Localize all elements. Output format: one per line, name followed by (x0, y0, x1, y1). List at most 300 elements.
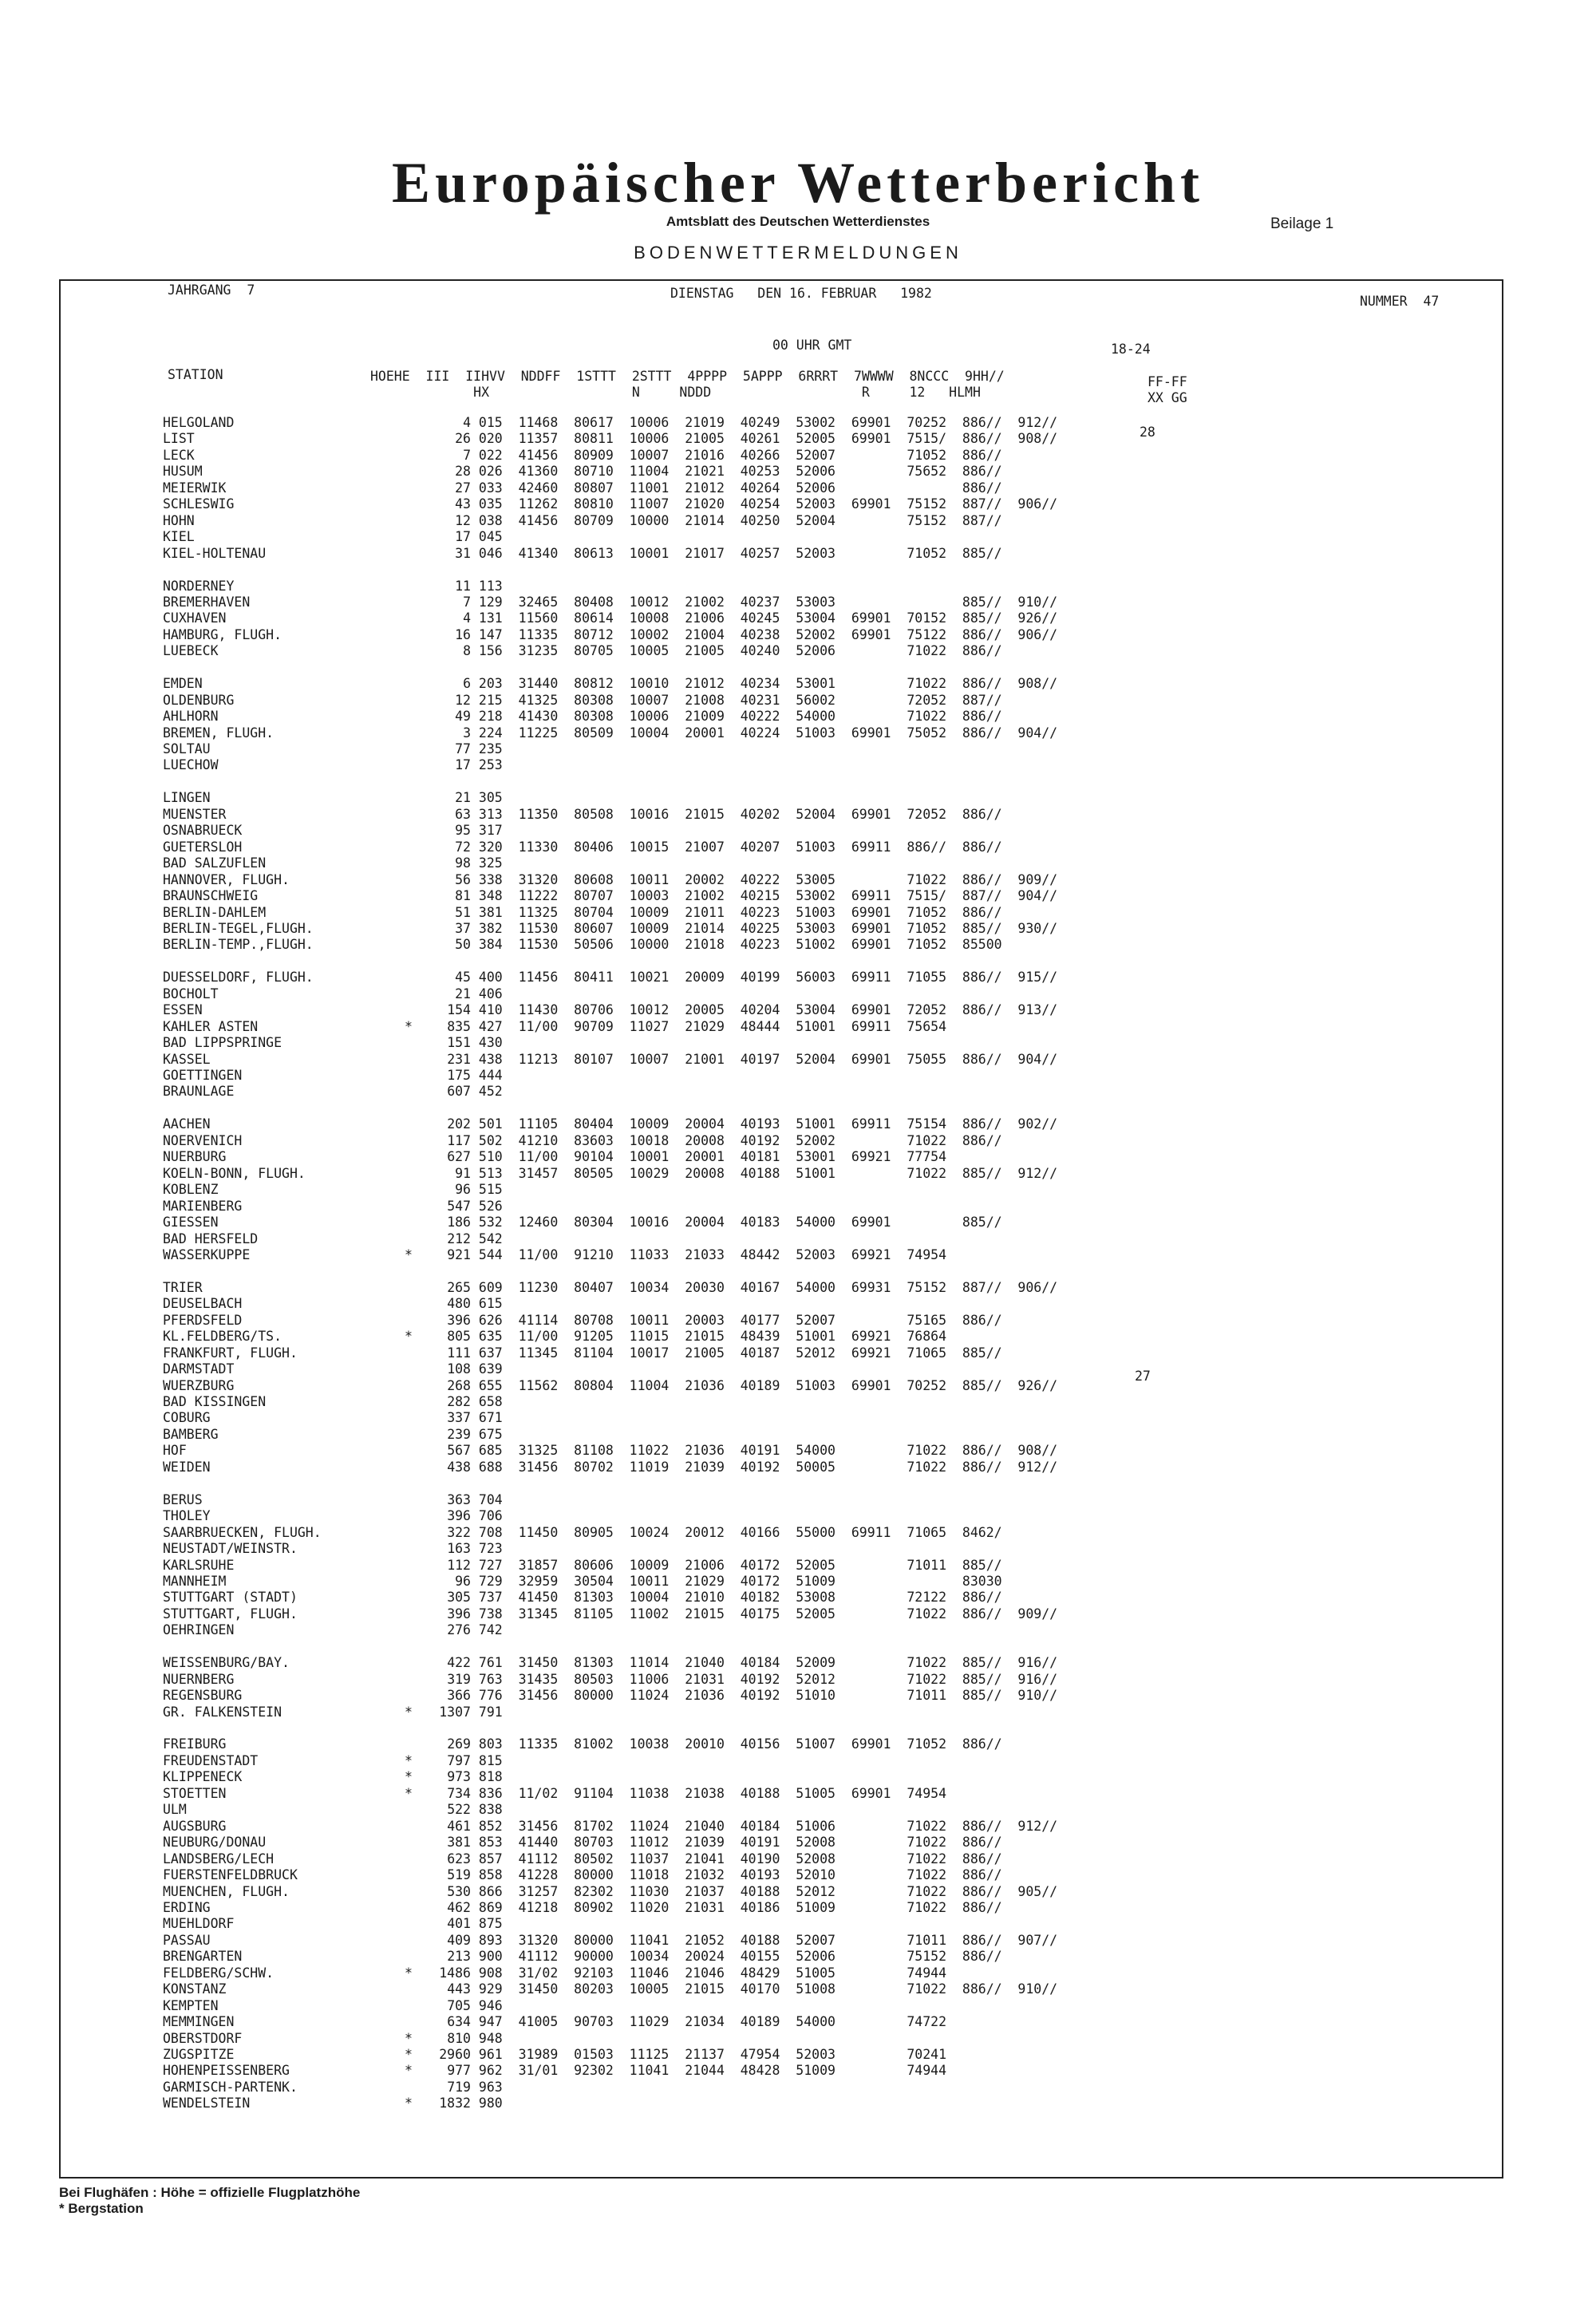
station-name: PASSAU (163, 1932, 211, 1948)
table-row (163, 1525, 1002, 1541)
station-height: 21 (455, 986, 471, 1001)
mountain-marker: * (405, 1769, 413, 1785)
station-height: 8 (463, 643, 471, 659)
station-height: 96 (455, 1182, 471, 1198)
station-height: 797 (447, 1752, 471, 1768)
station-height: 21 (455, 790, 471, 806)
station-height: 98 (455, 855, 471, 871)
station-codes: 544 11/00 91210 11033 21033 48442 52003 69921 74954 (471, 1246, 947, 1262)
table-row (163, 1378, 1057, 1394)
station-name: BAD LIPPSPRINGE (163, 1035, 282, 1051)
station-height: 12 (455, 512, 471, 528)
station-name: EMDEN (163, 676, 203, 692)
station-codes: 852 31456 81702 11024 21040 40184 51006 71022 886// 912// (471, 1818, 1058, 1834)
table-row (163, 1606, 1057, 1622)
station-codes: 675 (471, 1426, 503, 1442)
mountain-marker: * (405, 2096, 413, 2111)
station-codes: 961 31989 01503 11125 21137 47954 52003 70241 (471, 2047, 947, 2062)
station-height: 45 (455, 970, 471, 986)
station-codes: 400 11456 80411 10021 20009 40199 56003 69911 71055 886// 915// (471, 970, 1058, 986)
table-row (163, 496, 1057, 512)
table-row (163, 1639, 471, 1655)
station-codes: 026 41360 80710 11004 21021 40253 52006 75652 886// (471, 464, 1002, 480)
supplement-label: Beilage 1 (1270, 215, 1334, 232)
station-name: KARLSRUHE (163, 1557, 235, 1573)
station-name: BERLIN-TEGEL,FLUGH. (163, 920, 314, 936)
table-row (163, 2096, 503, 2111)
table-row (163, 1133, 1002, 1149)
station-codes: 818 (471, 1769, 503, 1785)
station-height: 17 (455, 757, 471, 773)
station-height: 4 (463, 610, 471, 626)
station-height: 163 (447, 1541, 471, 1557)
table-row (163, 1492, 503, 1508)
station-codes: 803 11335 81002 10038 20010 40156 51007 69901 71052 886// (471, 1736, 1002, 1752)
station-codes: 035 11262 80810 11007 21020 40254 52003 69901 75152 887// 906// (471, 496, 1058, 512)
table-row (163, 937, 1002, 953)
table-row (163, 1313, 1002, 1329)
station-height: 396 (447, 1508, 471, 1524)
station-height: 547 (447, 1198, 471, 1214)
table-row (163, 1835, 1002, 1851)
station-name: OLDENBURG (163, 692, 235, 708)
station-height: 409 (447, 1932, 471, 1948)
station-codes: 320 11330 80406 10015 21007 40207 51003 69911 886// 886// (471, 839, 1002, 855)
station-name: GUETERSLOH (163, 839, 243, 855)
station-name: ULM (163, 1802, 187, 1818)
table-row (163, 970, 1057, 986)
station-codes: 444 (471, 1068, 503, 1083)
station-codes: 866 31257 82302 11030 21037 40188 52012 71022 886// 905// (471, 1883, 1058, 1899)
station-height: 810 (447, 2030, 471, 2046)
station-codes: 131 11560 80614 10008 21006 40245 53004 69901 70152 885// 926// (471, 610, 1058, 626)
station-codes: 836 11/02 91104 11038 21038 40188 51005 69901 74954 (471, 1785, 947, 1801)
station-height: 81 (455, 888, 471, 904)
station-height: 213 (447, 1949, 471, 1965)
page-subtitle: Amtsblatt des Deutschen Wetterdienstes (666, 214, 930, 229)
station-codes: 706 (471, 1508, 503, 1524)
table-row (163, 855, 503, 871)
station-name: LUEBECK (163, 643, 219, 659)
table-row (163, 1345, 1002, 1361)
station-codes: 384 11530 50506 10000 21018 40223 51002 69901 71052 85500 (471, 937, 1002, 953)
table-row (163, 676, 1057, 692)
station-height: 12 (455, 692, 471, 708)
table-row (163, 1753, 503, 1769)
station-codes: 235 (471, 741, 503, 756)
station-name: WUERZBURG (163, 1377, 235, 1393)
station-height: 202 (447, 1116, 471, 1132)
station-codes: 515 (471, 1182, 503, 1198)
column-header-ff: FF-FF (1148, 374, 1187, 389)
station-height: 519 (447, 1867, 471, 1883)
station-name: HOHN (163, 512, 195, 528)
station-codes: 427 11/00 90709 11027 21029 48444 51001 69911 75654 (471, 1018, 947, 1034)
station-name: WASSERKUPPE (163, 1246, 251, 1262)
station-name: KIEL (163, 529, 195, 545)
station-height: 265 (447, 1279, 471, 1295)
station-height: 480 (447, 1296, 471, 1312)
station-name: AUGSBURG (163, 1818, 227, 1834)
station-codes: 033 42460 80807 11001 21012 40264 52006 886// (471, 480, 1002, 496)
table-row (163, 2031, 503, 2047)
time-label: 00 UHR GMT (772, 338, 852, 353)
table-row (163, 1002, 1057, 1018)
station-height: 607 (447, 1084, 471, 1100)
table-row (163, 1410, 503, 1426)
station-codes: 729 32959 30504 10011 21029 40172 51009 83030 (471, 1573, 1002, 1589)
station-height: 117 (447, 1132, 471, 1148)
station-name: KOBLENZ (163, 1182, 219, 1198)
station-height: 530 (447, 1883, 471, 1899)
station-codes: 381 11325 80704 10009 21011 40223 51003 69901 71052 886// (471, 904, 1002, 920)
mountain-marker: * (405, 1246, 413, 1262)
station-codes: 853 41440 80703 11012 21039 40191 52008 71022 886// (471, 1835, 1002, 1851)
station-codes: 947 41005 90703 11029 21034 40189 54000 74722 (471, 2014, 947, 2030)
station-height: 16 (455, 626, 471, 642)
station-name: GR. FALKENSTEIN (163, 1704, 282, 1720)
station-codes: 708 11450 80905 10024 20012 40166 55000 69911 71065 8462/ (471, 1524, 1002, 1540)
station-name: NOERVENICH (163, 1132, 243, 1148)
station-height: 363 (447, 1491, 471, 1507)
station-name: KONSTANZ (163, 1981, 227, 1997)
table-row (163, 1867, 1002, 1883)
table-row (163, 954, 471, 970)
table-row (163, 595, 1057, 610)
table-row (163, 1182, 503, 1198)
table-row (163, 529, 503, 545)
station-height: 17 (455, 529, 471, 545)
table-row (163, 448, 1002, 464)
station-codes: 723 (471, 1541, 503, 1557)
station-codes: 963 (471, 2079, 503, 2095)
table-row (163, 1508, 503, 1524)
station-name: OSNABRUECK (163, 823, 243, 839)
station-height: 7 (463, 594, 471, 610)
station-height: 319 (447, 1671, 471, 1687)
station-codes: 510 11/00 90104 10001 20001 40181 53001 69921 77754 (471, 1149, 947, 1165)
station-name: NUERBURG (163, 1149, 227, 1165)
station-height: 231 (447, 1051, 471, 1067)
year-label: JAHRGANG 7 (168, 282, 255, 298)
station-codes: 147 11335 80712 10002 21004 40238 52002 69901 75122 886// 906// (471, 626, 1058, 642)
station-name: HAMBURG, FLUGH. (163, 626, 282, 642)
station-height: 1832 (439, 2096, 471, 2111)
station-height: 63 (455, 806, 471, 822)
station-name: NEUBURG/DONAU (163, 1835, 267, 1851)
station-name: BREMEN, FLUGH. (163, 725, 275, 741)
table-row (163, 905, 1002, 921)
station-name: GOETTINGEN (163, 1068, 243, 1083)
station-height: 634 (447, 2014, 471, 2030)
table-row (163, 1998, 503, 2014)
station-codes: 838 (471, 1802, 503, 1818)
station-name: BERLIN-TEMP.,FLUGH. (163, 937, 314, 953)
station-name: BREMERHAVEN (163, 594, 251, 610)
station-name: MUEHLDORF (163, 1916, 235, 1932)
station-name: REGENSBURG (163, 1688, 243, 1704)
station-height: 366 (447, 1688, 471, 1704)
station-name: MANNHEIM (163, 1573, 227, 1589)
table-row (163, 1231, 503, 1247)
table-row (163, 757, 503, 773)
station-name: HANNOVER, FLUGH. (163, 871, 290, 887)
station-name: BRAUNSCHWEIG (163, 888, 259, 904)
station-codes: 020 11357 80811 10006 21005 40261 52005 69901 7515/ 886// 908// (471, 431, 1058, 447)
station-name: GIESSEN (163, 1215, 219, 1230)
station-codes: 763 31435 80503 11006 21031 40192 52012 71022 885// 916// (471, 1671, 1058, 1687)
station-codes: 704 (471, 1491, 503, 1507)
station-name: MEMMINGEN (163, 2014, 235, 2030)
station-name: BRENGARTEN (163, 1949, 243, 1965)
station-name: FELDBERG/SCHW. (163, 1965, 275, 1981)
table-row (163, 1900, 1002, 1916)
table-row (163, 1558, 1002, 1574)
station-height: 973 (447, 1769, 471, 1785)
table-row (163, 1329, 946, 1345)
station-codes: 502 41210 83603 10018 20008 40192 52002 71022 886// (471, 1132, 1002, 1148)
station-height: 269 (447, 1736, 471, 1752)
station-name: HOF (163, 1443, 187, 1459)
table-row (163, 2080, 503, 2096)
station-codes: 962 31/01 92302 11041 21044 48428 51009 74944 (471, 2063, 947, 2079)
station-name: BAD SALZUFLEN (163, 855, 267, 871)
table-row (163, 872, 1057, 888)
station-name: TRIER (163, 1279, 203, 1295)
station-height: 7 (463, 447, 471, 463)
station-codes: 655 11562 80804 11004 21036 40189 51003 69901 70252 885// 926// (471, 1377, 1058, 1393)
station-codes: 742 (471, 1622, 503, 1638)
station-codes: 948 (471, 2030, 503, 2046)
mountain-marker: * (405, 2063, 413, 2079)
table-row (163, 431, 1057, 447)
table-row (163, 1280, 1057, 1296)
table-row (163, 1443, 1057, 1459)
station-codes: 688 31456 80702 11019 21039 40192 50005 71022 886// 912// (471, 1459, 1058, 1475)
station-codes: 156 31235 80705 10005 21005 40240 52006 71022 886// (471, 643, 1002, 659)
station-height: 51 (455, 904, 471, 920)
station-codes: 022 41456 80909 10007 21016 40266 52007 71052 886// (471, 447, 1002, 463)
station-height: 31 (455, 545, 471, 561)
station-codes: 791 (471, 1704, 503, 1720)
station-codes: 929 31450 80203 10005 21015 40170 51008 71022 886// 910// (471, 1981, 1058, 1997)
station-codes: 626 41114 80708 10011 20003 40177 52007 75165 886// (471, 1312, 1002, 1328)
station-codes: 639 (471, 1361, 503, 1377)
table-row (163, 1590, 1002, 1606)
station-name: FREUDENSTADT (163, 1752, 259, 1768)
station-name: CUXHAVEN (163, 610, 227, 626)
table-row (163, 1247, 946, 1263)
footnote-mountain: * Bergstation (59, 2201, 144, 2216)
table-row (163, 1084, 503, 1100)
station-name: COBURG (163, 1410, 211, 1426)
station-height: 6 (463, 676, 471, 692)
column-header-codes: HOEHE III IIHVV NDDFF 1STTT 2STTT 4PPPP 5APPP 6RRRT 7WWWW 8NCCC 9HH// (370, 369, 1005, 384)
station-height: 268 (447, 1377, 471, 1393)
table-row (163, 1361, 503, 1377)
station-height: 805 (447, 1329, 471, 1345)
table-row (163, 464, 1002, 480)
station-codes: 438 11213 80107 10007 21001 40197 52004 69901 75055 886// 904// (471, 1051, 1058, 1067)
station-height: 462 (447, 1899, 471, 1915)
station-codes: 858 41228 80000 11018 21032 40193 52010 71022 886// (471, 1867, 1002, 1883)
station-name: HUSUM (163, 464, 203, 480)
station-codes: 046 41340 80613 10001 21017 40257 52003 71052 885// (471, 545, 1002, 561)
table-row (163, 709, 1002, 725)
table-row (163, 1427, 503, 1443)
station-name: MUENSTER (163, 806, 227, 822)
station-height: 422 (447, 1655, 471, 1671)
table-row (163, 1215, 1002, 1230)
station-name: NUERNBERG (163, 1671, 235, 1687)
station-name: BERUS (163, 1491, 203, 1507)
table-row (163, 1068, 503, 1084)
table-row (163, 1769, 503, 1785)
station-height: 567 (447, 1443, 471, 1459)
table-row (163, 1541, 503, 1557)
table-row (163, 1574, 1002, 1590)
station-name: AHLHORN (163, 709, 219, 725)
station-name: WEISSENBURG/BAY. (163, 1655, 290, 1671)
issue-number: NUMMER 47 (1360, 294, 1440, 309)
table-row (163, 1166, 1057, 1182)
station-height: 396 (447, 1606, 471, 1622)
station-codes: 325 (471, 855, 503, 871)
station-codes: 338 31320 80608 10011 20002 40222 53005 71022 886// 909// (471, 871, 1058, 887)
station-name: BAD KISSINGEN (163, 1394, 267, 1409)
station-codes: 671 (471, 1410, 503, 1426)
station-name: ESSEN (163, 1002, 203, 1018)
station-codes: 348 11222 80707 10003 21002 40215 53002 69911 7515/ 887// 904// (471, 888, 1058, 904)
mountain-marker: * (405, 2030, 413, 2046)
station-height: 108 (447, 1361, 471, 1377)
station-name: STUTTGART (STADT) (163, 1590, 298, 1606)
station-name: HELGOLAND (163, 415, 235, 430)
station-height: 112 (447, 1557, 471, 1573)
station-name: DUESSELDORF, FLUGH. (163, 970, 314, 986)
station-name: BRAUNLAGE (163, 1084, 235, 1100)
station-name: KLIPPENECK (163, 1769, 243, 1785)
station-height: 322 (447, 1524, 471, 1540)
station-height: 28 (455, 464, 471, 480)
station-height: 1486 (439, 1965, 471, 1981)
station-name: FUERSTENFELDBRUCK (163, 1867, 298, 1883)
table-row (163, 1475, 471, 1491)
station-height: 522 (447, 1802, 471, 1818)
station-height: 381 (447, 1835, 471, 1851)
station-codes: 869 41218 80902 11020 21031 40186 51009 71022 886// (471, 1899, 1002, 1915)
column-header-gg: XX GG (1148, 390, 1187, 405)
station-height: 461 (447, 1818, 471, 1834)
station-name: BAMBERG (163, 1426, 219, 1442)
station-name: FRANKFURT, FLUGH. (163, 1345, 298, 1361)
station-codes: 738 31345 81105 11002 21015 40175 52005 71022 886// 909// (471, 1606, 1058, 1622)
station-name: LINGEN (163, 790, 211, 806)
station-name: SAARBRUECKEN, FLUGH. (163, 1524, 322, 1540)
table-row (163, 1819, 1057, 1835)
side-value-list: 28 (1140, 425, 1156, 440)
station-height: 627 (447, 1149, 471, 1165)
table-row (163, 986, 503, 1002)
table-row (163, 1704, 503, 1720)
station-codes: 685 31325 81108 11022 21036 40191 54000 71022 886// 908// (471, 1443, 1058, 1459)
station-name: ERDING (163, 1899, 211, 1915)
table-row (163, 2014, 946, 2030)
table-row (163, 1655, 1057, 1671)
station-name: MUENCHEN, FLUGH. (163, 1883, 290, 1899)
column-header-station: STATION (168, 367, 223, 382)
section-heading: BODENWETTERMELDUNGEN (634, 243, 962, 263)
station-name: WENDELSTEIN (163, 2096, 251, 2111)
table-row (163, 1460, 1057, 1475)
table-row (163, 1981, 1057, 1997)
station-name: DEUSELBACH (163, 1296, 243, 1312)
station-height: 111 (447, 1345, 471, 1361)
station-height: 396 (447, 1312, 471, 1328)
station-name: LECK (163, 447, 195, 463)
station-codes: 658 (471, 1394, 503, 1409)
station-name: KIEL-HOLTENAU (163, 545, 267, 561)
station-codes: 452 (471, 1084, 503, 1100)
station-name: KOELN-BONN, FLUGH. (163, 1165, 306, 1181)
station-codes: 113 (471, 578, 503, 594)
table-row (163, 480, 1002, 496)
station-name: GARMISCH-PARTENK. (163, 2079, 298, 2095)
station-name: KEMPTEN (163, 1997, 219, 2013)
mountain-marker: * (405, 1965, 413, 1981)
table-row (163, 1802, 503, 1818)
station-codes: 045 (471, 529, 503, 545)
station-codes: 129 32465 80408 10012 21002 40237 53003 885// 910// (471, 594, 1058, 610)
table-row (163, 888, 1057, 904)
station-codes: 313 11350 80508 10016 21015 40202 52004 69901 72052 886// (471, 806, 1002, 822)
station-codes: 513 31457 80505 10029 20008 40188 51001 71022 885// 912// (471, 1165, 1058, 1181)
station-codes: 980 (471, 2096, 503, 2111)
station-height: 835 (447, 1018, 471, 1034)
time-range-label: 18-24 (1111, 342, 1151, 357)
station-height: 977 (447, 2063, 471, 2079)
station-codes: 215 41325 80308 10007 21008 40231 56002 72052 887// (471, 692, 1002, 708)
station-height: 95 (455, 823, 471, 839)
station-codes: 038 41456 80709 10000 21014 40250 52004 75152 887// (471, 512, 1002, 528)
station-codes: 317 (471, 823, 503, 839)
mountain-marker: * (405, 1704, 413, 1720)
station-height: 305 (447, 1590, 471, 1606)
table-row (163, 1672, 1057, 1688)
station-name: OBERSTDORF (163, 2030, 243, 2046)
station-height: 3 (463, 725, 471, 741)
table-row (163, 513, 1002, 529)
station-codes: 253 (471, 757, 503, 773)
station-height: 154 (447, 1002, 471, 1018)
station-codes: 875 (471, 1916, 503, 1932)
station-height: 37 (455, 920, 471, 936)
station-name: MARIENBERG (163, 1198, 243, 1214)
station-height: 705 (447, 1997, 471, 2013)
station-name: BOCHOLT (163, 986, 219, 1001)
table-row (163, 774, 471, 790)
station-name: KL.FELDBERG/TS. (163, 1329, 282, 1345)
station-codes: 224 11225 80509 10004 20001 40224 51003 69901 75052 886// 904// (471, 725, 1058, 741)
station-name: SOLTAU (163, 741, 211, 756)
table-row (163, 1949, 1002, 1965)
table-row (163, 1035, 503, 1051)
station-height: 91 (455, 1165, 471, 1181)
station-height: 77 (455, 741, 471, 756)
station-height: 27 (455, 480, 471, 496)
station-codes: 430 (471, 1035, 503, 1051)
station-height: 623 (447, 1851, 471, 1866)
